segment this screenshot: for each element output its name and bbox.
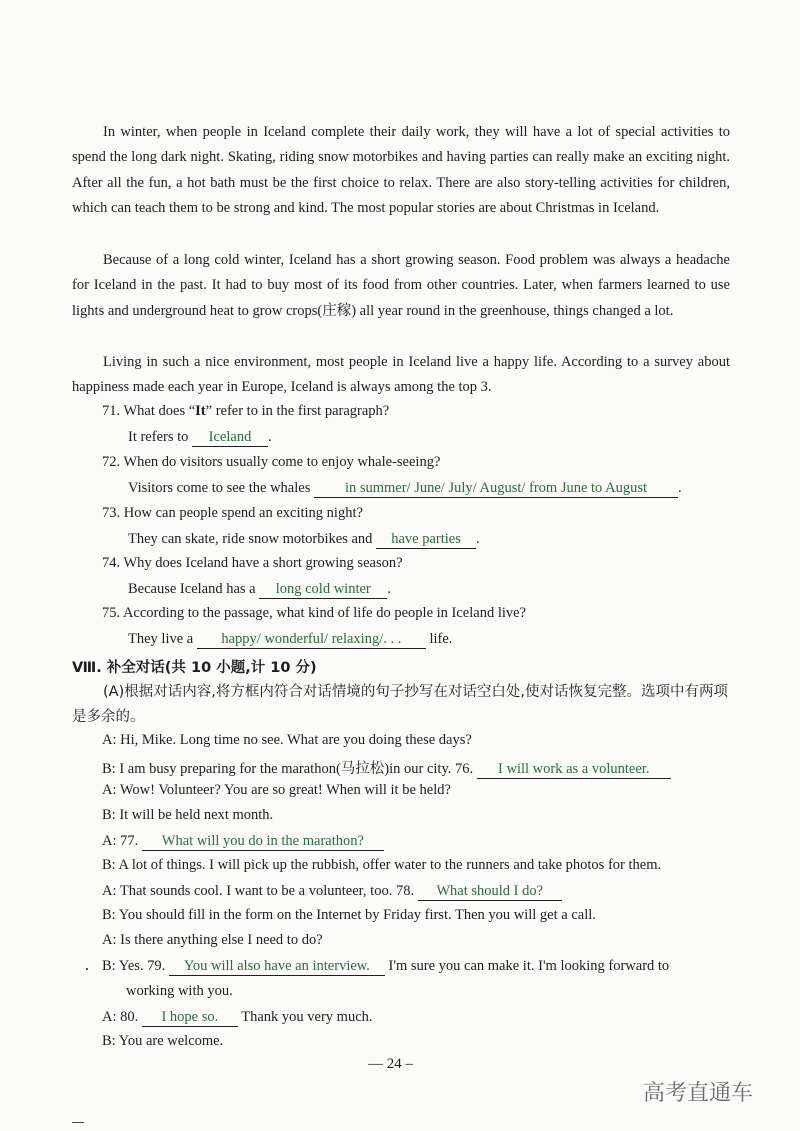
dialogue-continuation: working with you.	[126, 983, 233, 999]
passage-paragraph-3: Living in such a nice environment, most people in Iceland live a happy life. According to a survey about happiness made each year in Europe, Iceland is always among the top 3.	[72, 354, 730, 396]
answer-line-71: It refers to Iceland .	[128, 429, 272, 445]
dialogue-line: A: Wow! Volunteer? You are so great! When will it be held?	[102, 782, 451, 798]
dialogue-line: A: 80. I hope so. Thank you very much.	[102, 1009, 373, 1025]
dialogue-line: A: Hi, Mike. Long time no see. What are you doing these days?	[102, 732, 472, 748]
question-73: 73. How can people spend an exciting night?	[102, 505, 363, 521]
page-number: — 24 –	[368, 1056, 413, 1072]
answer-blank-73[interactable]: have parties	[376, 530, 476, 549]
section-instruction: (A)根据对话内容,将方框内符合对话情境的句子抄写在对话空白处,使对话恢复完整。选项中有两项是多余的。	[72, 684, 728, 725]
section-title: Ⅷ. 补全对话(共 10 小题,计 10 分)	[72, 660, 317, 676]
answer-line-75: They live a happy/ wonderful/ relaxing/. . . life.	[128, 631, 453, 647]
dialogue-line: B: You should fill in the form on the Internet by Friday first. Then you will get a call.	[102, 907, 596, 923]
dialogue-line: B: It will be held next month.	[102, 807, 274, 823]
answer-blank-78[interactable]: What should I do?	[418, 882, 562, 901]
dialogue-line: B: I am busy preparing for the marathon(马拉松)in our city. 76. I will work as a volunteer.	[102, 757, 671, 779]
answer-line-74: Because Iceland has a long cold winter .	[128, 581, 391, 597]
passage-paragraph-2: Because of a long cold winter, Iceland has a short growing season. Food problem was always a headache for Iceland in the past. It had to buy most of its food from other countries. Later, when farmers learned to use lights and underground heat to grow crops(庄稼) all year round in the greenhouse, things changed a lot.	[72, 252, 730, 319]
question-75: 75. According to the passage, what kind of life do people in Iceland live?	[102, 605, 526, 621]
answer-blank-79[interactable]: You will also have an interview.	[169, 957, 385, 976]
answer-blank-75[interactable]: happy/ wonderful/ relaxing/. . .	[197, 630, 426, 649]
watermark: 高考直通车	[643, 1081, 754, 1106]
answer-blank-71[interactable]: Iceland	[192, 428, 268, 447]
answer-line-72: Visitors come to see the whales in summer/ June/ July/ August/ from June to August .	[128, 480, 682, 496]
answer-blank-72[interactable]: in summer/ June/ July/ August/ from June to August	[314, 479, 678, 498]
question-71: 71. What does “It” refer to in the first paragraph?	[102, 403, 390, 419]
dialogue-line: B: You are welcome.	[102, 1033, 224, 1049]
dialogue-line: A: Is there anything else I need to do?	[102, 932, 323, 948]
dialogue-line: A: That sounds cool. I want to be a volunteer, too. 78. What should I do?	[102, 882, 562, 901]
dialogue-line: B: Yes. 79. You will also have an interview. I'm sure you can make it. I'm looking forward to	[102, 958, 670, 974]
edge-mark	[72, 1122, 84, 1123]
answer-line-73: They can skate, ride snow motorbikes and have parties .	[128, 531, 480, 547]
answer-blank-74[interactable]: long cold winter	[259, 580, 387, 599]
dialogue-line: B: A lot of things. I will pick up the rubbish, offer water to the runners and take photos for them.	[102, 857, 662, 873]
passage-paragraph-1: In winter, when people in Iceland complete their daily work, they will have a lot of special activities to spend the long dark night. Skating, riding snow motorbikes and having parties can really make an exciting night. After all the fun, a hot bath must be the first choice to relax. There are also story-telling activities for children, which can teach them to be strong and kind. The most popular stories are about Christmas in Iceland.	[72, 124, 730, 216]
question-72: 72. When do visitors usually come to enjoy whale-seeing?	[102, 454, 441, 470]
answer-blank-80[interactable]: I hope so.	[142, 1008, 238, 1027]
stray-mark	[86, 968, 88, 970]
answer-blank-77[interactable]: What will you do in the marathon?	[142, 832, 384, 851]
question-74: 74. Why does Iceland have a short growing season?	[102, 555, 403, 571]
dialogue-line: A: 77. What will you do in the marathon?	[102, 832, 384, 851]
answer-blank-76[interactable]: I will work as a volunteer.	[477, 760, 671, 779]
